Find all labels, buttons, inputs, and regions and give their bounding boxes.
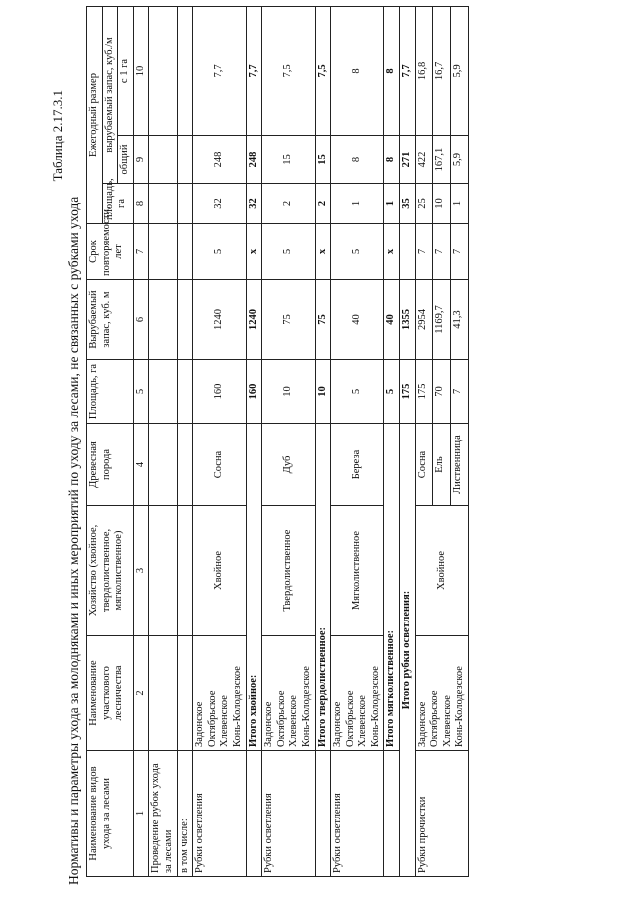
header-cell: Площадь, га (87, 360, 134, 424)
header-cell: Наименование участкового лесничества (87, 636, 134, 751)
row-label: Рубки осветления (331, 751, 384, 877)
value-cell: 160 (193, 360, 246, 424)
row-label: Рубки прочистки (415, 751, 468, 877)
value-cell: 7,7 (246, 6, 262, 135)
poroda: Береза (331, 424, 384, 506)
value-cell: 7 (415, 224, 433, 280)
header-cell: Хозяйство (хвойное, твердолиственное, мягколиственное) (87, 506, 134, 636)
value-cell: 41,3 (451, 280, 469, 360)
row-label: Проведение рубок ухода за лесами (149, 751, 177, 877)
col-number: 5 (133, 360, 149, 424)
poroda: Лиственница (451, 424, 469, 506)
khozyaistvo: Хвойное (415, 506, 468, 636)
col-number: 7 (133, 224, 149, 280)
value-cell: 10 (433, 184, 451, 224)
row-label: Рубки осветления (193, 751, 246, 877)
header-cell: с 1 га (118, 6, 134, 135)
value-cell: 8 (384, 136, 400, 184)
table-row (149, 6, 177, 876)
khozyaistvo: Твердолиственное (262, 506, 315, 636)
table-row (331, 6, 384, 876)
value-cell: 70 (433, 360, 451, 424)
value-cell: 1355 (400, 280, 416, 360)
value-cell: 10 (315, 360, 331, 424)
value-cell: 5 (193, 224, 246, 280)
value-cell: 7 (451, 360, 469, 424)
value-cell: 32 (246, 184, 262, 224)
value-cell: 8 (384, 6, 400, 135)
value-cell: 5 (384, 360, 400, 424)
value-cell: x (315, 224, 331, 280)
value-cell: 248 (246, 136, 262, 184)
header-cell: Вырубаемый запас, куб. м (87, 280, 134, 360)
value-cell: 5,9 (451, 6, 469, 135)
col-number: 2 (133, 636, 149, 751)
value-cell: 5 (262, 224, 315, 280)
value-cell: 5 (331, 224, 384, 280)
value-cell: 2 (262, 184, 315, 224)
header-cell: Наименование видов ухода за лесами (87, 751, 134, 877)
value-cell: x (384, 224, 400, 280)
header-cell: площадь, га (102, 184, 133, 224)
subtotal-row (246, 6, 262, 876)
poroda: Сосна (415, 424, 433, 506)
subtotal-label: Итого твердолиственное: (315, 424, 331, 751)
subtotal-label: Итого хвойное: (246, 424, 262, 751)
lesnichestva-list: Задонское Октябрьское Хлевенское Конь-Колодезское (193, 636, 246, 751)
lesnichestva-list: Задонское Октябрьское Хлевенское Конь-Колодезское (331, 636, 384, 751)
header-cell: общий (118, 136, 134, 184)
value-cell: 15 (315, 136, 331, 184)
header-cell: Древесная порода (87, 424, 134, 506)
value-cell: 7 (451, 224, 469, 280)
table-title: Нормативы и параметры ухода за молодняками и иных мероприятий по уходу за лесами, не связанных с рубками ухода (66, 196, 81, 885)
khozyaistvo: Хвойное (193, 506, 246, 636)
value-cell: 16,8 (415, 6, 433, 135)
value-cell: 2954 (415, 280, 433, 360)
value-cell: 5,9 (451, 136, 469, 184)
subtotal-row (384, 6, 400, 876)
value-cell: 32 (193, 184, 246, 224)
value-cell: 1 (451, 184, 469, 224)
table-row (177, 6, 193, 876)
value-cell: 75 (315, 280, 331, 360)
poroda: Ель (433, 424, 451, 506)
value-cell: 8 (331, 136, 384, 184)
value-cell: 35 (400, 184, 416, 224)
value-cell: 7,7 (400, 6, 416, 135)
row-label: в том числе: (177, 751, 193, 877)
value-cell: 75 (262, 280, 315, 360)
total-label: Итого рубки осветления: (400, 424, 416, 877)
lesnichestva-list: Задонское Октябрьское Хлевенское Конь-Колодезское (415, 636, 468, 751)
value-cell: 16,7 (433, 6, 451, 135)
value-cell: 25 (415, 184, 433, 224)
col-number: 1 (133, 751, 149, 877)
value-cell: 7,7 (193, 6, 246, 135)
table-row (415, 6, 433, 876)
value-cell: 1 (384, 184, 400, 224)
value-cell: 1 (331, 184, 384, 224)
table-row (262, 6, 315, 876)
value-cell: 1240 (246, 280, 262, 360)
value-cell: 8 (331, 6, 384, 135)
value-cell: 1169,7 (433, 280, 451, 360)
poroda: Сосна (193, 424, 246, 506)
value-cell: 2 (315, 184, 331, 224)
value-cell: 1240 (193, 280, 246, 360)
poroda: Дуб (262, 424, 315, 506)
value-cell: 175 (415, 360, 433, 424)
header-cell: вырубаемый запас, куб./м (102, 6, 118, 183)
col-number: 6 (133, 280, 149, 360)
header-cell: Ежегодный размер (87, 6, 103, 223)
header-cell: Срок повторяемости, лет (87, 224, 134, 280)
value-cell (400, 224, 416, 280)
value-cell: 271 (400, 136, 416, 184)
value-cell: x (246, 224, 262, 280)
forest-care-table (86, 6, 469, 877)
col-number: 8 (133, 184, 149, 224)
column-number-row (133, 6, 149, 876)
row-label: Рубки осветления (262, 751, 315, 877)
table-number: Таблица 2.17.3.1 (50, 90, 65, 182)
value-cell: 167,1 (433, 136, 451, 184)
value-cell: 5 (331, 360, 384, 424)
value-cell: 175 (400, 360, 416, 424)
lesnichestva-list: Задонское Октябрьское Хлевенское Конь-Колодезское (262, 636, 315, 751)
value-cell: 422 (415, 136, 433, 184)
value-cell: 40 (331, 280, 384, 360)
col-number: 9 (133, 136, 149, 184)
value-cell: 15 (262, 136, 315, 184)
value-cell: 248 (193, 136, 246, 184)
value-cell: 160 (246, 360, 262, 424)
table-row (193, 6, 246, 876)
value-cell: 40 (384, 280, 400, 360)
col-number: 4 (133, 424, 149, 506)
subtotal-row (315, 6, 331, 876)
value-cell: 10 (262, 360, 315, 424)
value-cell: 7 (433, 224, 451, 280)
col-number: 3 (133, 506, 149, 636)
khozyaistvo: Мягколиственное (331, 506, 384, 636)
total-row (400, 6, 416, 876)
value-cell: 7,5 (262, 6, 315, 135)
header-row (87, 6, 103, 876)
subtotal-label: Итого мягколиственное: (384, 424, 400, 751)
col-number: 10 (133, 6, 149, 135)
value-cell: 7,5 (315, 6, 331, 135)
